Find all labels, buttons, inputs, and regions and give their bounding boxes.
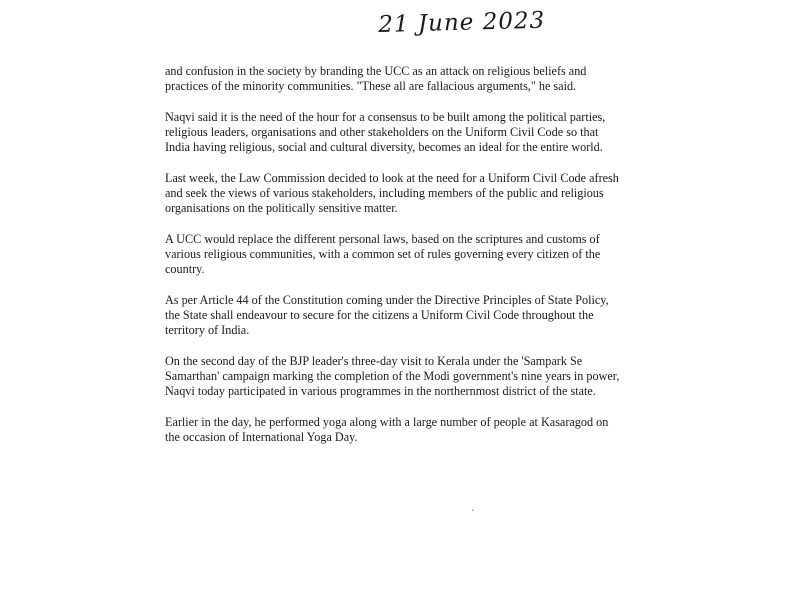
text-line: On the second day of the BJP leader's three-day visit to Kerala under the 'Sampark Se (165, 354, 583, 368)
article-body (165, 64, 635, 461)
paragraph-law-commission (165, 171, 635, 216)
text-line: organisations on the politically sensitive matter. (165, 201, 398, 215)
text-line: Naqvi today participated in various programmes in the northernmost district of the state. (165, 384, 596, 398)
text-line: Last week, the Law Commission decided to look at the need for a Uniform Civil Code afresh (165, 171, 619, 185)
text-line: India having religious, social and cultural diversity, becomes an ideal for the entire world. (165, 140, 603, 154)
text-line: religious leaders, organisations and other stakeholders on the Uniform Civil Code so that (165, 125, 599, 139)
text-line: the State shall endeavour to secure for the citizens a Uniform Civil Code throughout the (165, 308, 594, 322)
text-line: Samarthan' campaign marking the completion of the Modi government's nine years in power, (165, 369, 620, 383)
text-line: As per Article 44 of the Constitution coming under the Directive Principles of State Policy, (165, 293, 609, 307)
text-line: various religious communities, with a common set of rules governing every citizen of the (165, 247, 601, 261)
paragraph-consensus (165, 110, 635, 155)
text-line: and confusion in the society by branding the UCC as an attack on religious beliefs and (165, 64, 587, 78)
paragraph-ucc-confusion (165, 64, 635, 94)
paragraph-article-44 (165, 293, 635, 338)
scan-speck (472, 509, 474, 511)
handwritten-date: 21 June 2023 (378, 7, 546, 38)
paragraph-ucc-replace (165, 232, 635, 277)
text-line: Naqvi said it is the need of the hour for a consensus to be built among the political parties, (165, 110, 606, 124)
text-line: territory of India. (165, 323, 250, 337)
paragraph-yoga-day (165, 415, 635, 445)
text-line: A UCC would replace the different personal laws, based on the scriptures and customs of (165, 232, 600, 246)
text-line: country. (165, 262, 205, 276)
text-line: Earlier in the day, he performed yoga along with a large number of people at Kasaragod on (165, 415, 609, 429)
text-line: practices of the minority communities. "These all are fallacious arguments," he said. (165, 79, 577, 93)
paragraph-kerala-visit (165, 354, 635, 399)
text-line: the occasion of International Yoga Day. (165, 430, 358, 444)
text-line: and seek the views of various stakeholders, including members of the public and religious (165, 186, 604, 200)
